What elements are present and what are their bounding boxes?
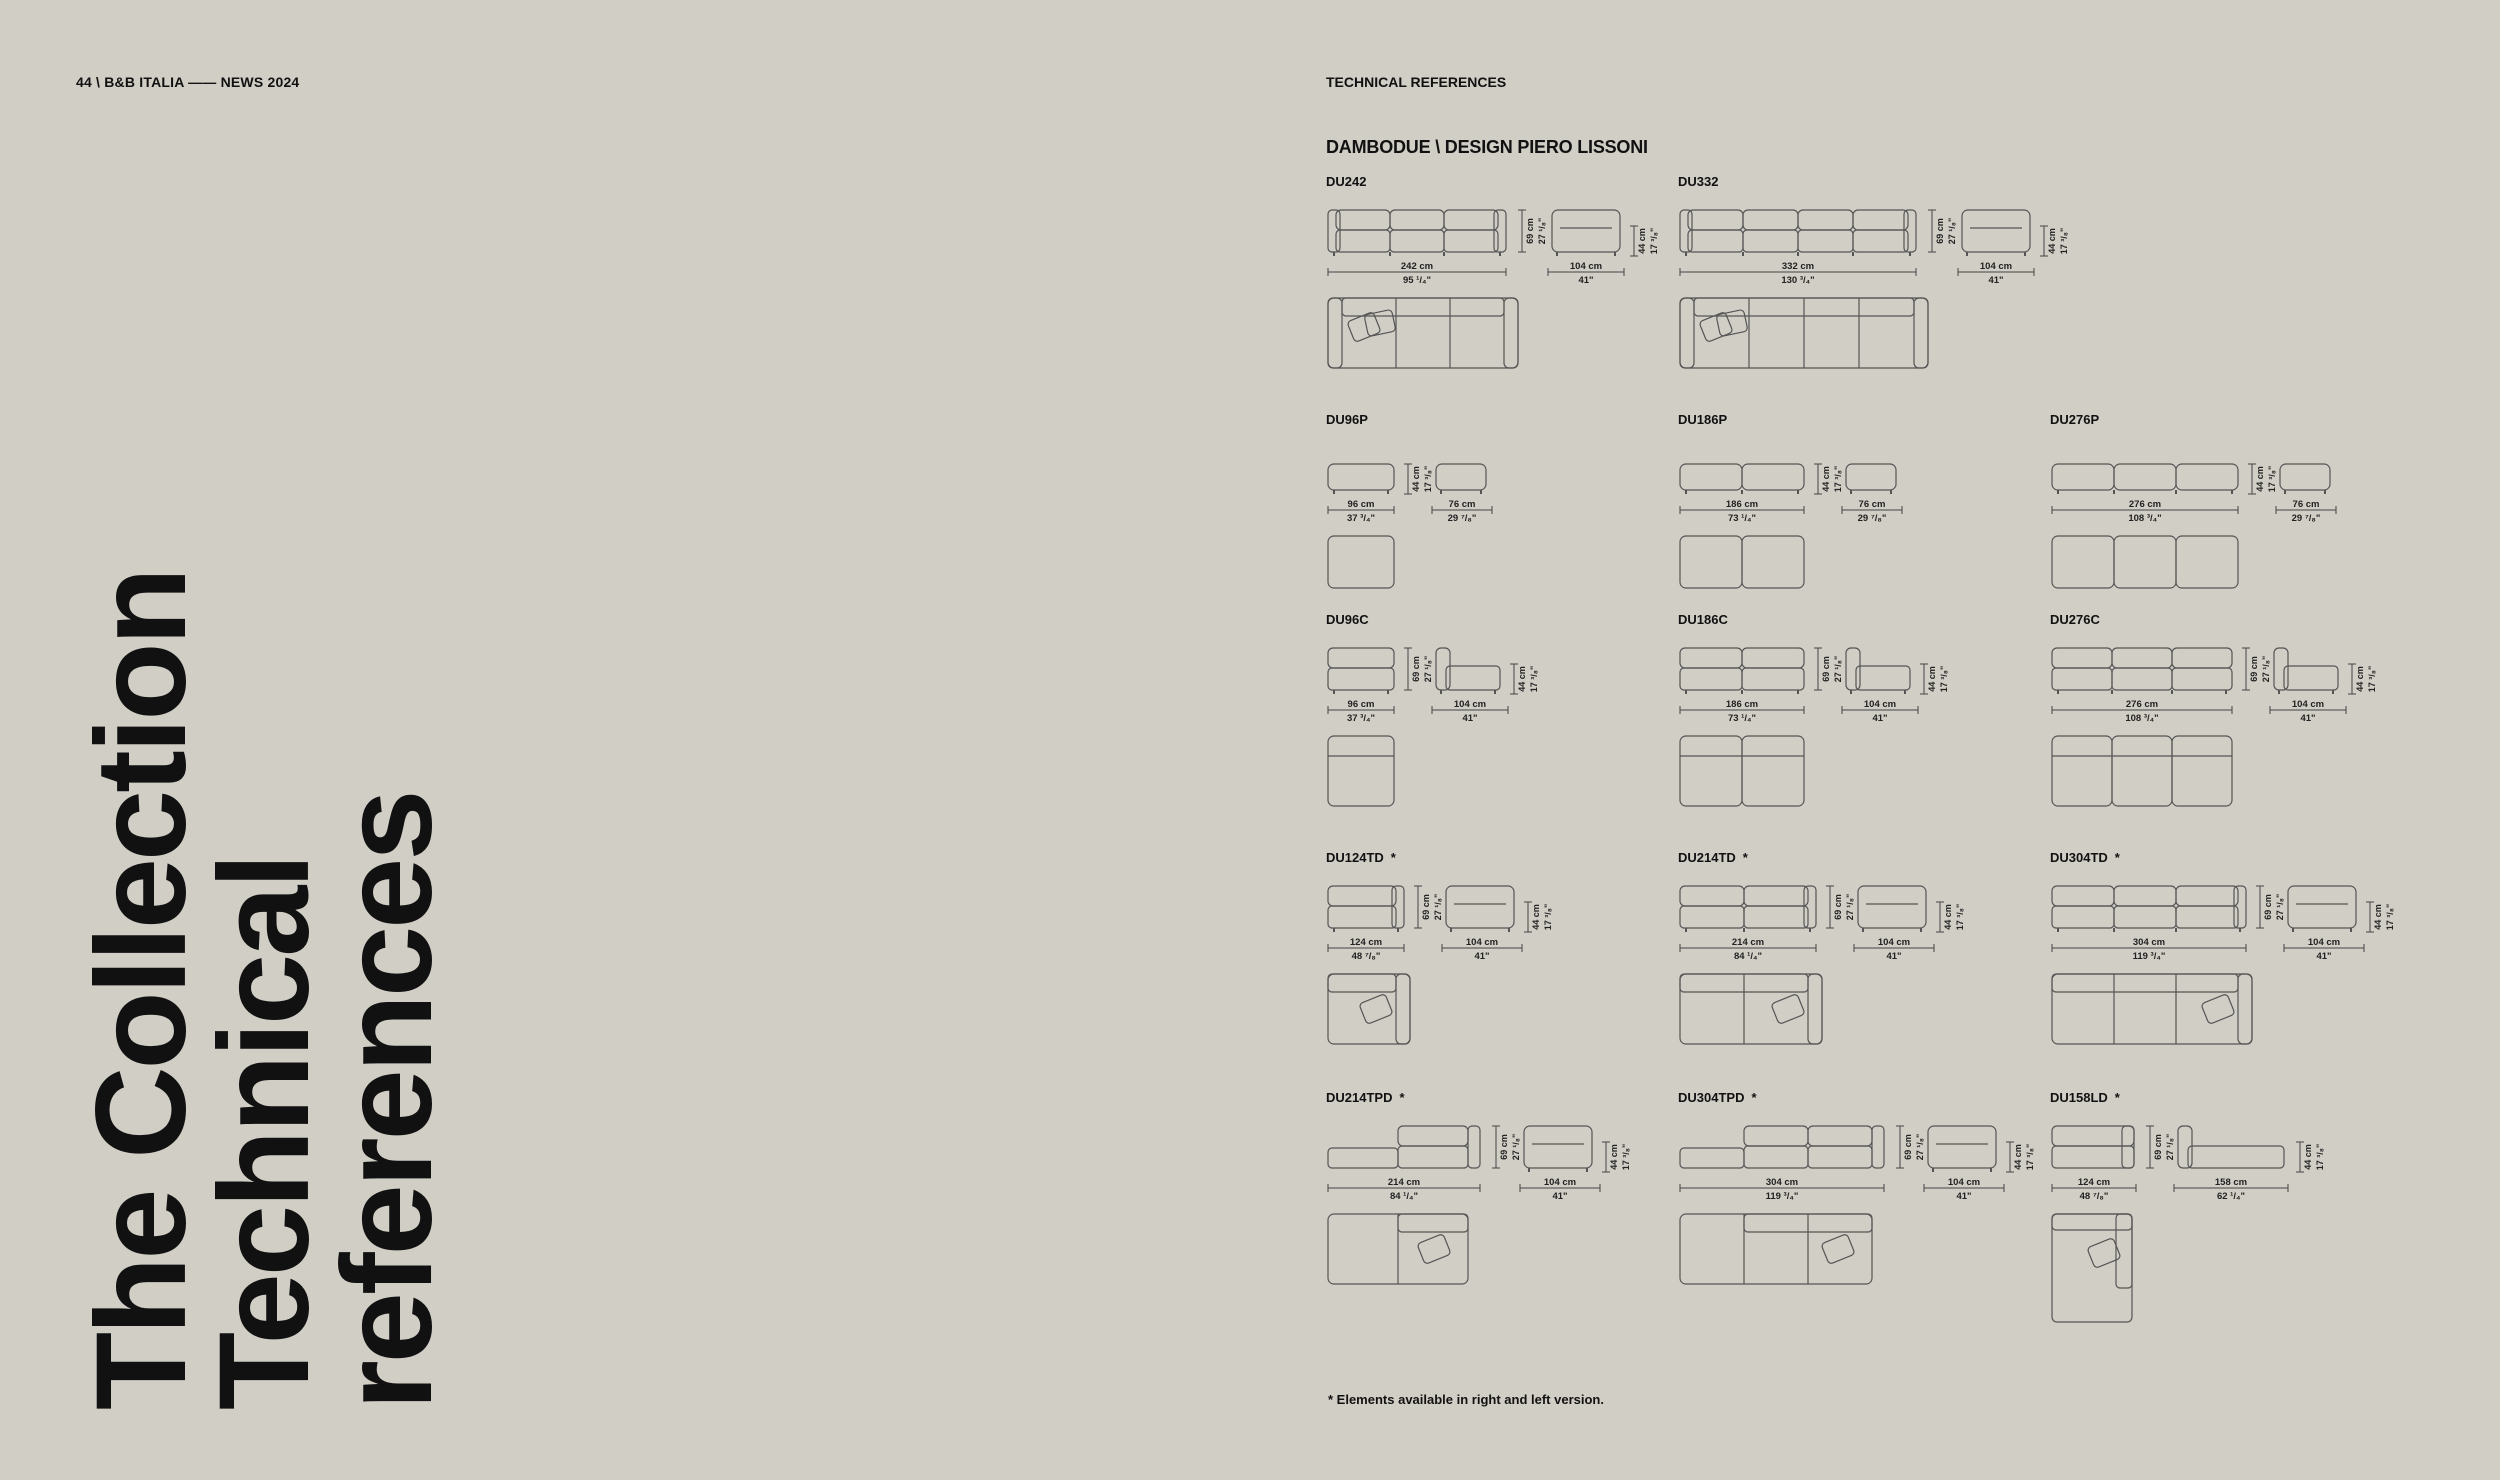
width-inch-label: 41" [1578,275,1594,286]
height-cm-label: 44 cm [2255,466,2265,492]
height-cm-label: 69 cm [1411,656,1421,682]
height-cm-label: 69 cm [1903,1134,1913,1160]
width-cm-label: 124 cm [1349,937,1383,948]
height-inch-label: 17 ³/₈" [1423,465,1433,493]
width-inch-label: 108 ³/₄" [2128,513,2162,524]
product-code: DU96P [1326,412,1368,427]
height-cm-label: 44 cm [2013,1144,2023,1170]
height-inch-label: 17 ³/₈" [1955,903,1965,931]
product-code: DU158LD * [2050,1090,2120,1105]
technical-drawing [1326,440,1686,640]
height-inch-label: 17 ³/₈" [1543,903,1553,931]
technical-drawing [2050,440,2410,640]
height-inch-label: 27 ¹/₈" [1511,1133,1521,1161]
width-cm-label: 276 cm [2128,499,2162,510]
height-cm-label: 44 cm [2373,904,2383,930]
height-cm-label: 69 cm [1821,656,1831,682]
width-inch-label: 41" [1886,951,1902,962]
cushion-icon [1417,1234,1451,1265]
technical-drawing [2050,1118,2410,1318]
height-inch-label: 17 ³/₈" [2315,1143,2325,1171]
width-inch-label: 41" [1474,951,1490,962]
width-cm-label: 124 cm [2077,1177,2111,1188]
height-inch-label: 17 ³/₈" [1529,665,1539,693]
width-inch-label: 41" [2300,713,2316,724]
technical-drawing [1678,878,2038,1078]
width-cm-label: 214 cm [1731,937,1765,948]
width-inch-label: 73 ¹/₄" [1727,513,1757,524]
width-cm-label: 214 cm [1387,1177,1421,1188]
product-code: DU124TD * [1326,850,1396,865]
product-code: DU214TPD * [1326,1090,1405,1105]
width-cm-label: 104 cm [2307,937,2341,948]
height-inch-label: 17 ³/₈" [2025,1143,2035,1171]
page-title-line-1: The Collection [70,570,213,1410]
technical-drawing [1326,1118,1686,1318]
width-inch-label: 62 ¹/₄" [2216,1191,2246,1202]
width-cm-label: 104 cm [1863,699,1897,710]
height-inch-label: 27 ¹/₈" [1845,893,1855,921]
width-cm-label: 186 cm [1725,699,1759,710]
width-inch-label: 41" [1552,1191,1568,1202]
height-cm-label: 44 cm [1943,904,1953,930]
width-inch-label: 95 ¹/₄" [1402,275,1432,286]
height-cm-label: 44 cm [2047,228,2057,254]
height-inch-label: 27 ¹/₈" [1537,217,1547,245]
height-cm-label: 69 cm [2153,1134,2163,1160]
technical-drawing [2050,878,2410,1078]
running-header: 44 \ B&B ITALIA —— NEWS 2024 [76,74,300,90]
height-cm-label: 44 cm [1821,466,1831,492]
width-cm-label: 104 cm [2291,699,2325,710]
width-inch-label: 41" [1872,713,1888,724]
technical-drawing [1678,202,2069,402]
height-inch-label: 17 ³/₈" [1833,465,1843,493]
product-code: DU242 [1326,174,1367,189]
height-inch-label: 27 ¹/₈" [2165,1133,2175,1161]
technical-drawing [1678,1118,2038,1318]
height-cm-label: 69 cm [1421,894,1431,920]
product-code: DU214TD * [1678,850,1748,865]
width-cm-label: 158 cm [2214,1177,2248,1188]
technical-drawing [1326,878,1686,1078]
page-title-line-3: references [316,792,459,1410]
height-inch-label: 27 ¹/₈" [1915,1133,1925,1161]
technical-drawing [1678,640,2038,840]
cushion-icon [2201,994,2235,1025]
width-cm-label: 304 cm [1765,1177,1799,1188]
width-cm-label: 96 cm [1347,699,1375,710]
width-inch-label: 29 ⁷/₈" [1857,513,1887,524]
width-cm-label: 104 cm [1877,937,1911,948]
height-inch-label: 27 ¹/₈" [2275,893,2285,921]
page-title-line-2: Technical [193,856,336,1410]
height-cm-label: 69 cm [2263,894,2273,920]
width-cm-label: 104 cm [1453,699,1487,710]
cushion-icon [1771,994,1805,1025]
width-inch-label: 84 ¹/₄" [1389,1191,1419,1202]
height-inch-label: 27 ¹/₈" [1423,655,1433,683]
technical-drawing [1678,440,2038,640]
width-cm-label: 304 cm [2132,937,2166,948]
product-code: DU304TPD * [1678,1090,1757,1105]
product-code: DU96C [1326,612,1369,627]
width-inch-label: 37 ³/₄" [1346,513,1376,524]
page-title [70,570,459,1410]
width-inch-label: 108 ³/₄" [2125,713,2159,724]
width-cm-label: 242 cm [1400,261,1434,272]
height-cm-label: 44 cm [1927,666,1937,692]
footnote: * Elements available in right and left version. [1328,1392,1604,1407]
height-cm-label: 69 cm [2249,656,2259,682]
product-code: DU304TD * [2050,850,2120,865]
product-code: DU276P [2050,412,2100,427]
height-cm-label: 44 cm [1517,666,1527,692]
height-cm-label: 69 cm [1935,218,1945,244]
width-inch-label: 130 ³/₄" [1781,275,1815,286]
cushion-icon [1821,1234,1855,1265]
width-cm-label: 104 cm [1979,261,2013,272]
product-code: DU276C [2050,612,2100,627]
width-inch-label: 84 ¹/₄" [1733,951,1763,962]
product-family-title: DAMBODUE \ DESIGN PIERO LISSONI [1326,137,1648,157]
width-cm-label: 76 cm [2292,499,2320,510]
technical-drawing [2050,640,2410,840]
width-inch-label: 119 ³/₄" [1765,1191,1799,1202]
product-code: DU186C [1678,612,1728,627]
width-inch-label: 41" [1462,713,1478,724]
technical-drawing [1326,640,1686,840]
width-cm-label: 332 cm [1781,261,1815,272]
height-inch-label: 17 ³/₈" [1649,227,1659,255]
width-inch-label: 29 ⁷/₈" [2291,513,2321,524]
cushion-icon [1359,994,1393,1025]
width-cm-label: 186 cm [1725,499,1759,510]
width-inch-label: 29 ⁷/₈" [1447,513,1477,524]
width-inch-label: 48 ⁷/₈" [2079,1191,2109,1202]
height-cm-label: 44 cm [1531,904,1541,930]
height-inch-label: 17 ³/₈" [2385,903,2395,931]
product-code: DU332 [1678,174,1719,189]
width-cm-label: 76 cm [1858,499,1886,510]
width-cm-label: 104 cm [1569,261,1603,272]
width-cm-label: 96 cm [1347,499,1375,510]
height-cm-label: 69 cm [1499,1134,1509,1160]
width-cm-label: 76 cm [1448,499,1476,510]
width-inch-label: 41" [1988,275,2004,286]
height-cm-label: 69 cm [1833,894,1843,920]
width-cm-label: 104 cm [1543,1177,1577,1188]
height-cm-label: 44 cm [1609,1144,1619,1170]
height-inch-label: 27 ¹/₈" [1833,655,1843,683]
height-cm-label: 69 cm [1525,218,1535,244]
height-inch-label: 27 ¹/₈" [1947,217,1957,245]
height-inch-label: 27 ¹/₈" [2261,655,2271,683]
height-inch-label: 17 ³/₈" [2367,665,2377,693]
technical-drawing [1326,202,1686,402]
height-cm-label: 44 cm [1637,228,1647,254]
width-inch-label: 41" [1956,1191,1972,1202]
width-inch-label: 119 ³/₄" [2132,951,2166,962]
height-inch-label: 17 ³/₈" [1621,1143,1631,1171]
width-inch-label: 73 ¹/₄" [1727,713,1757,724]
product-code: DU186P [1678,412,1728,427]
width-cm-label: 276 cm [2125,699,2159,710]
width-inch-label: 48 ⁷/₈" [1351,951,1381,962]
height-inch-label: 17 ³/₈" [2059,227,2069,255]
height-cm-label: 44 cm [1411,466,1421,492]
height-inch-label: 17 ³/₈" [1939,665,1949,693]
height-cm-label: 44 cm [2303,1144,2313,1170]
width-cm-label: 104 cm [1947,1177,1981,1188]
width-cm-label: 104 cm [1465,937,1499,948]
width-inch-label: 41" [2316,951,2332,962]
width-inch-label: 37 ³/₄" [1346,713,1376,724]
height-inch-label: 27 ¹/₈" [1433,893,1443,921]
height-cm-label: 44 cm [2355,666,2365,692]
section-header: TECHNICAL REFERENCES [1326,74,1507,90]
height-inch-label: 17 ³/₈" [2267,465,2277,493]
